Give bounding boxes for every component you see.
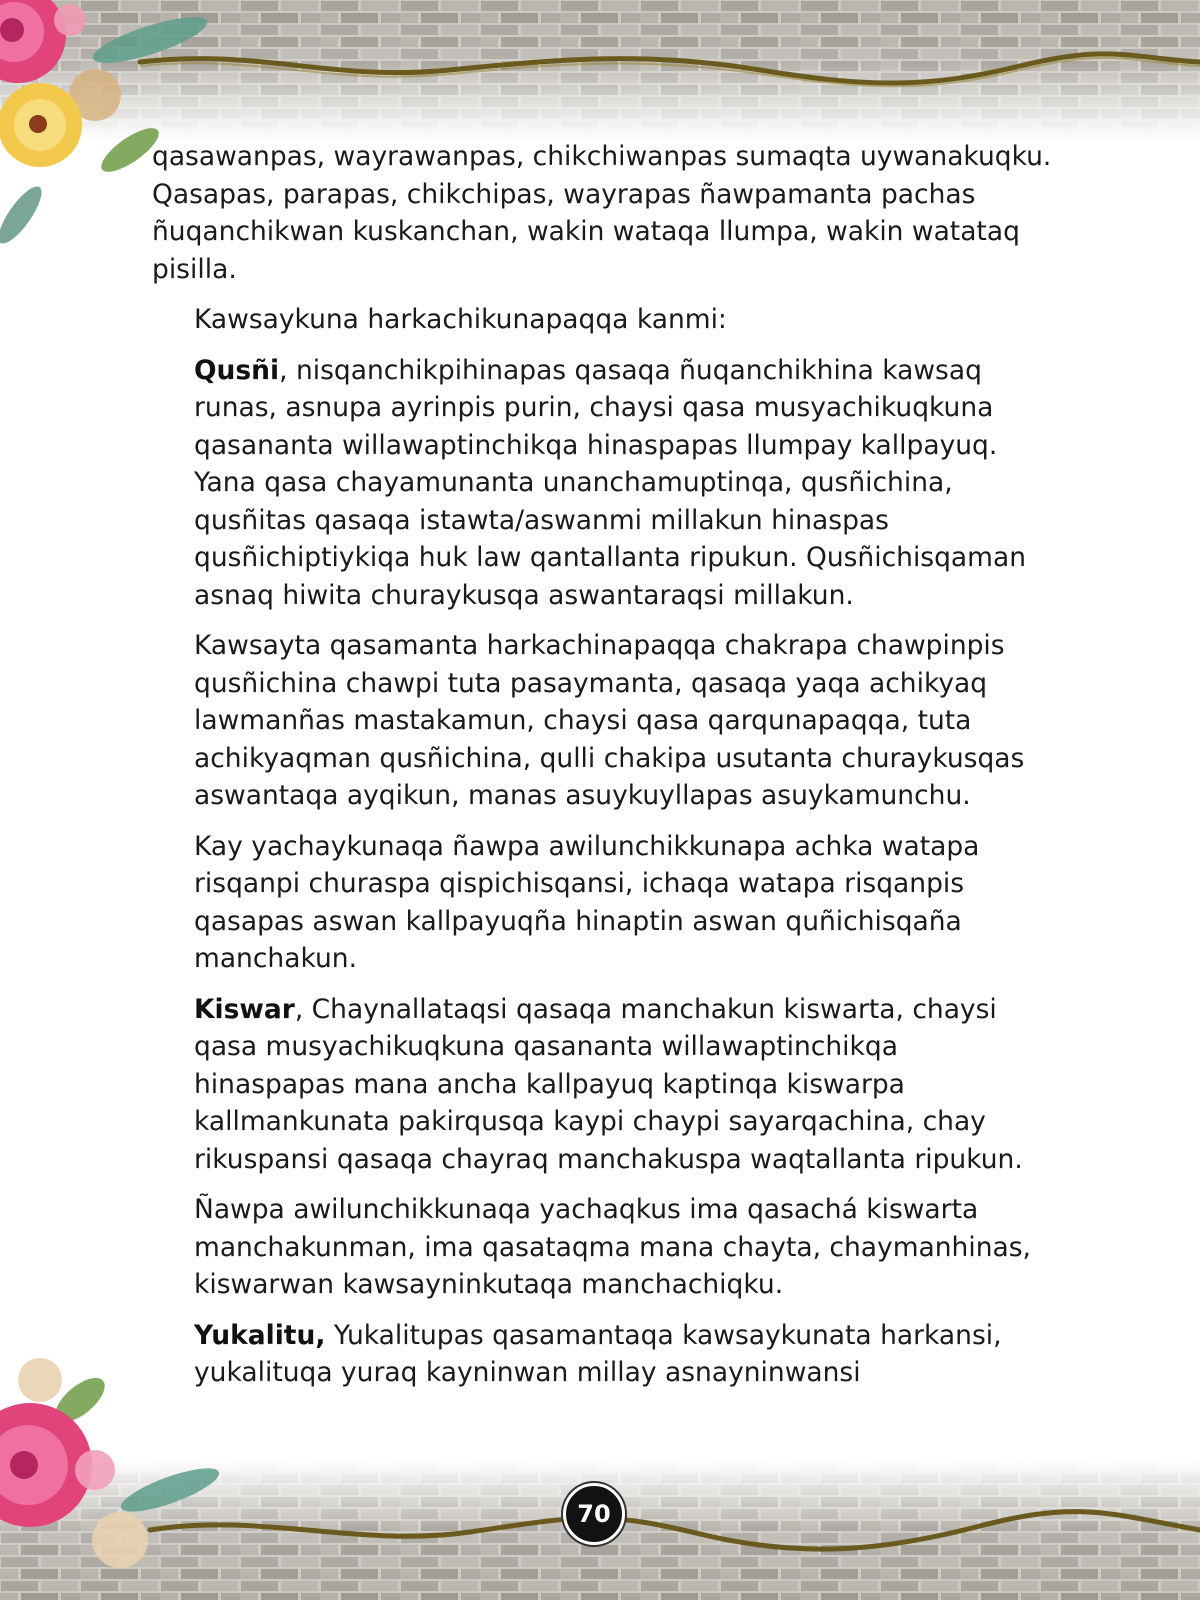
paragraph bbox=[194, 301, 1052, 339]
page-number: 70 bbox=[563, 1483, 625, 1545]
paragraph bbox=[194, 627, 1052, 815]
paragraph bbox=[194, 1317, 1052, 1392]
paragraph-text: Ñawpa awilunchikkunaqa yachaqkus ima qasachá kiswarta manchakunman, ima qasataqma mana chayta, chaymanhinas, kiswarwan kawsayninkutaqa manchachiqku. bbox=[194, 1194, 1031, 1300]
paragraph-text: Kawsaykuna harkachikunapaqqa kanmi: bbox=[194, 304, 727, 335]
paragraph-text: Yukalitupas qasamantaqa kawsaykunata harkansi, yukalituqa yuraq kayninwan millay asnayninwansi bbox=[194, 1319, 1002, 1388]
paragraph-text: Kawsayta qasamanta harkachinapaqqa chakrapa chawpinpis qusñichina chawpi tuta pasaymanta, qasaqa yaqa achikyaq lawmanñas mastakamun, chaysi qasa qarqunapaqqa, tuta achikyaqman qusñichina, qulli chakipa usutanta churaykusqas aswantaqa ayqikun, manas asuykuyllapas asuykamunchu. bbox=[194, 630, 1025, 811]
paragraph bbox=[194, 352, 1052, 615]
paragraph-lead: Yukalitu, bbox=[194, 1319, 326, 1351]
paragraph-text: , Chaynallataqsi qasaqa manchakun kiswarta, chaysi qasa musyachikuqkuna qasananta willawaptinchikqa hinaspapas mana ancha kallpayuq kaptinqa kiswarpa kallmankunata pakirqusqa kaypi chaypi sayarqachina, chay rikuspansi qasaqa chayraq manchakuspa waqtallanta ripukun. bbox=[194, 993, 1023, 1175]
paragraph-text: qasawanpas, wayrawanpas, chikchiwanpas sumaqta uywanakuqku. Qasapas, parapas, chikchipas, wayrapas ñawpamanta pachas ñuqanchikwan kuskanchan, wakin wataqa llumpa, wakin watataq pisilla. bbox=[152, 141, 1052, 285]
paragraph-text: Kay yachaykunaqa ñawpa awilunchikkunapa achka watapa risqanpi churaspa qispichisqansi, ichaqa watapa risqanpis qasapas aswan kallpayuqña hinaptin aswan quñichisqaña manchakun. bbox=[194, 830, 980, 974]
paragraph-lead: Kiswar bbox=[194, 993, 295, 1025]
document-body bbox=[152, 138, 1052, 1405]
paragraph bbox=[152, 138, 1052, 288]
paragraph-lead: Qusñi bbox=[194, 354, 280, 386]
paragraph-text: , nisqanchikpihinapas qasaqa ñuqanchikhina kawsaq runas, asnupa ayrinpis purin, chaysi qasa musyachikuqkuna qasananta willawaptinchikqa hinaspapas llumpay kallpayuq. Yana qasa chayamunanta unanchamuptinqa, qusñichina, qusñitas qasaqa istawta/aswanmi millakun hinaspas qusñichiptiykiqa huk law qantallanta ripukun. Qusñichisqaman asnaq hiwita churaykusqa aswantaraqsi millakun. bbox=[194, 354, 1027, 611]
paragraph bbox=[194, 991, 1052, 1179]
paragraph bbox=[194, 828, 1052, 978]
paragraph bbox=[194, 1191, 1052, 1304]
